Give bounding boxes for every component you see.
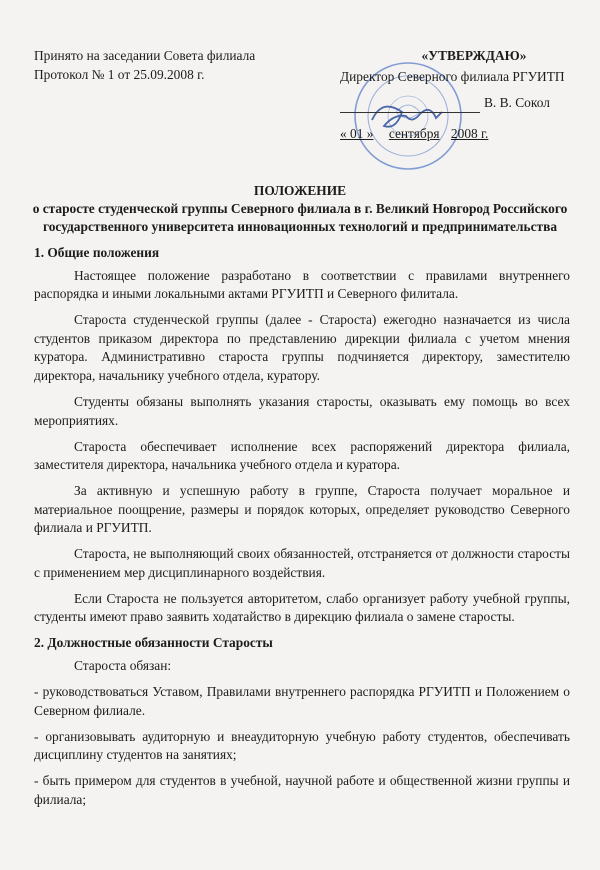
document-subtitle-2: государственного университета инновационных технологий и предпринимательства: [42, 219, 558, 234]
section1-paragraph: За активную и успешную работу в группе, Староста получает моральное и материальное поощрение, размеры и порядок которых, определяет руководство Северного филиала и РГУИТП.: [34, 483, 570, 536]
section1-paragraph: Если Староста не пользуется авторитетом, слабо организует работу учебной группы, студенты имеют право заявить ходатайство в дирекцию филиала о замене старосты.: [34, 590, 570, 625]
section1-paragraph: Настоящее положение разработано в соответствии с правилами внутреннего распорядка и иными локальными актами РГУИТП и Северного филитала.: [34, 267, 570, 302]
section1-paragraph: Студенты обязаны выполнять указания старосты, оказывать ему помощь во всех мероприятиях.: [34, 393, 570, 428]
council-line: Принято на заседании Совета филиала: [34, 48, 256, 63]
director-name: В. В. Сокол: [484, 95, 550, 111]
approval-date: [340, 125, 580, 144]
section1-heading: 1. Общие положения: [34, 245, 160, 260]
signature-row: [340, 94, 580, 113]
duty-item: - руководствоваться Уставом, Правилами внутреннего распорядка РГУИТП и Положением о Северном филиале.: [34, 684, 570, 718]
section1-paragraph: Староста обеспечивает исполнение всех распоряжений директора филиала, заместителя директора, начальника учебного отдела и куратора.: [34, 438, 570, 473]
duty-item: - организовывать аудиторную и внеаудиторную учебную работу студентов, обеспечивать дисциплину студентов на занятиях;: [34, 728, 570, 763]
date-month: сентября: [388, 125, 440, 141]
date-year: 2008 г.: [450, 125, 489, 141]
signature-line: [340, 98, 480, 113]
protocol-line: Протокол № 1 от 25.09.2008 г.: [34, 66, 205, 82]
section1-paragraph: Староста студенческой группы (далее - Староста) ежегодно назначается из числа студентов приказом директора по представлению дирекции филиала с учетом мнения куратора. Административно староста группы подчиняется директору, заместителю директора, начальнику учебного отдела, куратору.: [34, 312, 570, 383]
section1-paragraph: Староста, не выполняющий своих обязанностей, отстраняется от должности старосты с применением мер дисциплинарного воздействия.: [34, 546, 570, 580]
date-day: « 01 »: [340, 125, 374, 141]
document-subtitle-1: о старосте студенческой группы Северного филиала в г. Великий Новгород Российского: [32, 201, 568, 216]
document-body: [34, 244, 570, 817]
approval-block: [340, 47, 580, 143]
duty-item: - быть примером для студентов в учебной, научной работе и общественной жизни группы и филиала;: [34, 773, 570, 807]
section2-heading: 2. Должностные обязанности Старосты: [34, 635, 273, 651]
header-left: [34, 47, 255, 84]
director-position: Директор Северного филиала РГУИТП: [340, 68, 565, 84]
approval-title: «УТВЕРЖДАЮ»: [421, 48, 527, 63]
document-title: ПОЛОЖЕНИЕ: [253, 183, 347, 198]
section2-intro: Староста обязан:: [74, 658, 172, 674]
